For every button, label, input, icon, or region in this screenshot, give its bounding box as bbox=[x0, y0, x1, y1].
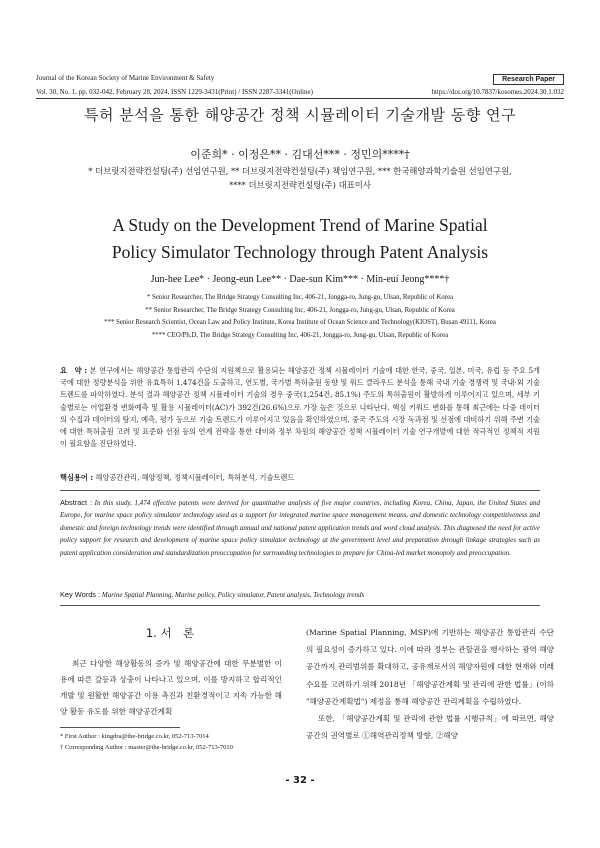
english-affiliation-line: *** Senior Research Scientist, Ocean Law and Policy Institute, Korea Institute of Ocean Science and Technology(KIOST), Busan 49111, Korea bbox=[104, 319, 496, 326]
footnote-corresponding-author: † Corresponding Author : master@the-bridge.co.kr, 052-713-7010 bbox=[60, 744, 233, 751]
paragraph: (Marine Spatial Planning, MSP)에 기반하는 해양공간 통합관리 수단의 필요성이 증가하고 있다. 이에 따라 정부는 관할권을 행사하는 광역 해양공간까지 관리범위를 확대하고, 공유재로서의 해양자원에 대한 현재와 미래 수요를 고려하기 위해 2018년 「해양공간계획 및 관리에 관한 법률」(이하 "해양공간계획법") 제정을 통해 해양공간 관리계획을 수립하였다. bbox=[306, 628, 554, 706]
english-abstract-text: In this study, 1,474 effective patents were derived for quantitative analysis of five major countries, including Korea, China, Japan, the United States and Europe, for marine space policy simulator technology used as a support for integrated marine space management means, and domestic technology competitiveness and domestic and foreign technology trends were identified through annual and national patent application trends and word cloud analysis. This diagnosed the need for active policy support for research and development of marine space policy simulator technology at the government level and preparation through linkage strategies such as patent application consideration and standardization preoccupation for surrounding technologies to prepare for China-led market monopoly and preoccupation. bbox=[60, 499, 540, 557]
paragraph: 또한, 「해양공간계획 및 관리에 관한 법률 시행규칙」에 따르면, 해양공간의 권역별로 ①해역관리정책 방향, ②해양 bbox=[306, 714, 554, 741]
korean-keywords bbox=[60, 473, 540, 483]
header-divider bbox=[36, 98, 564, 99]
korean-affiliation-line: **** 더브릿지전략컨설팅(주) 대표이사 bbox=[229, 180, 371, 190]
english-keywords-label: Key Words : bbox=[60, 590, 101, 599]
korean-authors: 이준희* · 이정은** · 김대선*** · 정민의****† bbox=[190, 148, 410, 161]
doi-link[interactable]: https://doi.org/10.7837/kosomes.2024.30.1.032 bbox=[431, 88, 564, 96]
english-authors: Jun-hee Lee* · Jeong-eun Lee** · Dae-sun Kim*** · Min-euí Jeong****† bbox=[150, 274, 450, 285]
english-affiliation-line: **** CEO/Ph.D, The Bridge Strategy Consulting Inc, 406-21, Jongga-ro, Jung-gu, Ulsan, Republic of Korea bbox=[151, 331, 449, 339]
volume-line: Vol. 30, No. 1, pp. 032-042, February 28, 2024, ISSN 1229-3431(Print) / ISSN 2287-3341(Online) bbox=[36, 88, 313, 96]
abstract-divider bbox=[60, 490, 540, 491]
english-keywords bbox=[60, 590, 540, 599]
journal-name: Journal of the Korean Society of Marine Environment & Safety bbox=[36, 74, 215, 82]
english-title bbox=[0, 212, 600, 266]
english-affiliation-line: * Senior Researcher, The Bridge Strategy Consulting Inc, 406-21, Jongga-ro, Jung-gu, Ulsan, Republic of Korea bbox=[146, 294, 454, 301]
right-column bbox=[306, 624, 554, 744]
page-number: - 32 - bbox=[285, 775, 315, 786]
keywords-divider bbox=[60, 605, 540, 606]
korean-keywords-text: 해양공간관리, 해양정책, 정책시뮬레이터, 특허분석, 기술트렌드 bbox=[95, 473, 295, 482]
footnotes bbox=[60, 731, 300, 753]
english-affiliation-line: ** Senior Researcher, The Bridge Strategy Consulting Inc, 406-21, Jongga-ro, Jung-gu, Ulsan, Republic of Korea bbox=[145, 306, 455, 314]
korean-affiliation-line: * 더브릿지전략컨설팅(주) 선임연구원, ** 더브릿지전략컨설팅(주) 책임연구원, *** 한국해양과학기술원 선임연구원, bbox=[88, 166, 512, 176]
left-column-text: 최근 다양한 해상활동의 증가 및 해양공간에 대한 무분별한 이용에 따른 갈등과 상충이 나타나고 있으며, 이를 방지하고 합리적인 개발 및 원활한 해양공간 이용 촉진과 친환경적이고 지속 가능한 해양 활동 유도를 위한 해양공간계획 bbox=[60, 659, 282, 716]
korean-keywords-label: 핵심용어 : bbox=[60, 473, 94, 482]
section-heading: 1. 서 론 bbox=[145, 626, 195, 640]
korean-title: 특허 분석을 통한 해양공간 정책 시뮬레이터 기술개발 동향 연구 bbox=[84, 106, 516, 124]
english-abstract bbox=[60, 497, 540, 559]
english-title-line: A Study on the Development Trend of Marine Spatial bbox=[112, 215, 488, 235]
korean-affiliations bbox=[40, 164, 560, 192]
english-keywords-text: Marine Spatial Planning, Marine policy, Policy simulator, Patent analysis, Technology trends bbox=[101, 591, 365, 599]
korean-abstract-label: 요 약 : bbox=[60, 366, 88, 375]
korean-abstract-text: 본 연구에서는 해양공간 통합관리 수단의 지원책으로 활용되는 해양공간 정책 시뮬레이터 기술에 대한 한국, 중국, 일본, 미국, 유럽 등 주요 5개국에 대한 정량분석을 위한 유효특허 1,474건을 도출하고, 연도별, 국가별 특허출원 동향 및 워드 클라우드 분석을 통해 국내 기술 경쟁력 및 국내·외 기술 트렌드를 파악하였다. 분석 결과 해양공간 정책 시뮬레이터 기술의 경우 중국(1,254건, 85.1%) 주도의 특허출원이 활발하게 이루어지고 있으며, 세부 기술별로는 어업환경 변화예측 및 활용 시뮬레이터(AC)가 392건(26.6%)으로 가장 높은 것으로 나타난다. 핵심 키워드 변화를 통해 최근에는 다중 데이터의 수집과 데이터의 탐지, 예측, 평가 등으로 기술 트렌드가 이루어지고 있음을 확인하였으며, 중국 주도의 시장 독과점 및 선점에 대비하기 위해 주변 기술에 대한 특허출원 고려 및 표준화 선점 등의 연계 전략을 통한 대비와 정부 차원의 해양공간 정책 시뮬레이터 기술 연구개발에 대한 적극적인 정책적 지원이 필요함을 진단하였다. bbox=[60, 366, 540, 449]
article-type-badge: Research Paper bbox=[493, 74, 564, 85]
english-affiliations bbox=[30, 292, 570, 342]
footnote-divider bbox=[60, 727, 180, 728]
korean-abstract bbox=[60, 365, 540, 450]
footnote-first-author: * First Author : kingdra@the-bridge.co.kr, 052-713-7014 bbox=[60, 733, 209, 740]
english-title-line: Policy Simulator Technology through Patent Analysis bbox=[111, 242, 489, 262]
english-abstract-label: Abstract : bbox=[60, 498, 93, 507]
